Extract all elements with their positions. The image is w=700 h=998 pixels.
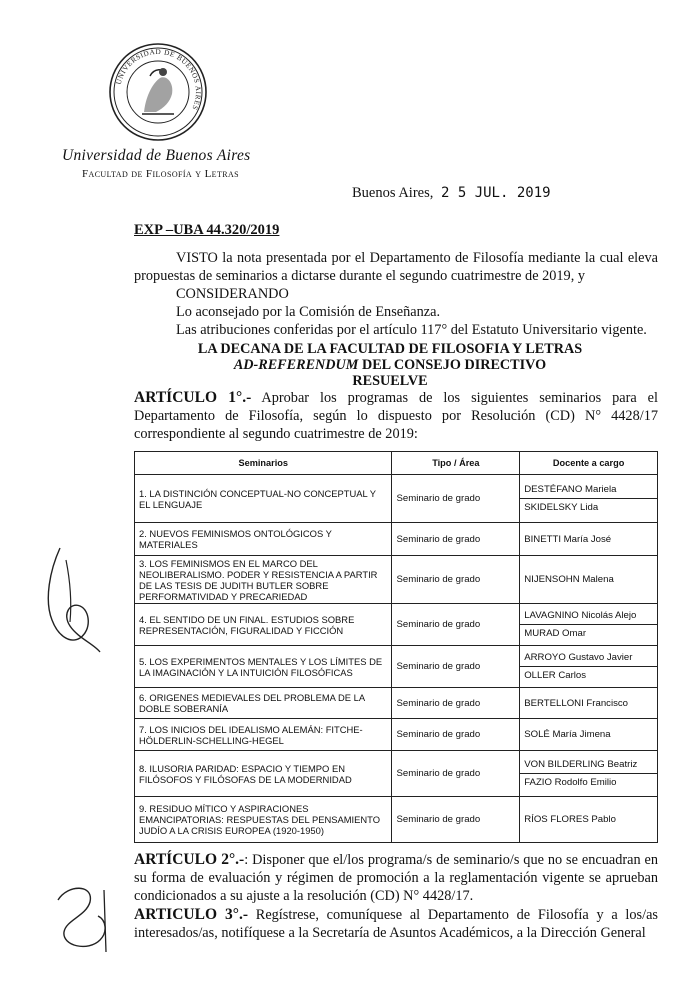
heading-line-2-rest: DEL CONSEJO DIRECTIVO [358, 357, 547, 373]
seminar-teachers [520, 523, 658, 556]
considerando-line-1: Lo aconsejado por la Comisión de Enseñanza. [176, 304, 441, 320]
table-row [135, 797, 658, 843]
teacher-name: BINETTI María José [524, 533, 612, 545]
articulo-3-label: ARTICULO 3°.- [134, 906, 249, 923]
seminar-teachers [520, 475, 658, 523]
teacher-name: SOLÉ María Jimena [524, 729, 611, 740]
seminar-teachers [520, 751, 658, 797]
heading-line-1: LA DECANA DE LA FACULTAD DE FILOSOFIA Y LETRAS [197, 341, 583, 357]
table-header-row [135, 452, 658, 475]
teacher-name: ARROYO Gustavo Javier [524, 652, 633, 663]
table-row [135, 475, 658, 523]
expediente-number: EXP –UBA 44.320/2019 [134, 222, 280, 238]
table-row [135, 719, 658, 751]
seminar-title: 2. NUEVOS FEMINISMOS ONTOLÓGICOS Y MATERIALES [135, 523, 392, 556]
visto-paragraph: VISTO la nota presentada por el Departamento de Filosofía mediante la cual eleva propuestas de seminarios a dictarse durante el segundo cuatrimestre de 2019, y [134, 250, 658, 284]
considerando-line-2: Las atribuciones conferidas por el artículo 117° del Estatuto Universitario vigente. [176, 322, 647, 338]
seminar-type: Seminario de grado [392, 688, 520, 719]
table-row [135, 523, 658, 556]
header-tipo: Tipo / Área [392, 452, 520, 475]
teacher-name: RÍOS FLORES Pablo [524, 814, 616, 825]
articulo-1-label: ARTÍCULO 1°.- [134, 389, 252, 406]
seminar-teachers [520, 556, 658, 604]
seminar-type: Seminario de grado [392, 751, 520, 797]
university-name: Universidad de Buenos Aires [62, 147, 251, 164]
articulo-1-text: Aprobar los programas de los siguientes seminarios para el Departamento de Filosofía, según lo dispuesto por Resolución (CD) N° 4428/17 correspondiente al segundo cuatrimestre de 2019: [134, 390, 659, 442]
articulo-1 [134, 389, 658, 443]
articulo-2 [134, 851, 658, 905]
table-row [135, 556, 658, 604]
header-docente: Docente a cargo [520, 452, 658, 475]
seminar-title: 3. LOS FEMINISMOS EN EL MARCO DEL NEOLIBERALISMO. PODER Y RESISTENCIA A PARTIR DE LAS TESIS DE JUDITH BUTLER SOBRE PERFORMATIVIDAD Y PRECARIEDAD [135, 556, 392, 604]
seminar-title: 8. ILUSORIA PARIDAD: ESPACIO Y TIEMPO EN FILÓSOFOS Y FILÓSOFAS DE LA MODERNIDAD [135, 751, 392, 797]
header-seminarios: Seminarios [135, 452, 392, 475]
seminar-type: Seminario de grado [392, 646, 520, 688]
margin-signature-icon [40, 540, 110, 660]
svg-text:UNIVERSIDAD DE BUENOS AIRES: UNIVERSIDAD DE BUENOS AIRES [114, 47, 203, 112]
table-row [135, 751, 658, 797]
seminar-title: 4. EL SENTIDO DE UN FINAL. ESTUDIOS SOBRE REPRESENTACIÓN, FIGURALIDAD Y FICCIÓN [135, 604, 392, 646]
table-row [135, 604, 658, 646]
seminar-teachers [520, 797, 658, 843]
university-seal [108, 42, 208, 142]
articulo-2-label: ARTÍCULO 2°.- [134, 851, 245, 868]
seminar-type: Seminario de grado [392, 604, 520, 646]
considerando-label: CONSIDERANDO [176, 286, 289, 302]
margin-initials-icon [48, 880, 118, 960]
table-row [135, 688, 658, 719]
articulo-3-text: Regístrese, comuníquese al Departamento de Filosofía y a los/as interesados/as, notifíquese a la Secretaría de Asuntos Académicos, a la Dirección General [134, 907, 658, 941]
teacher-name: NIJENSOHN Malena [524, 574, 614, 585]
teacher-name: FAZIO Rodolfo Emilio [520, 773, 657, 791]
heading-line-2 [140, 357, 640, 374]
teacher-name: OLLER Carlos [520, 666, 657, 684]
seminar-title: 7. LOS INICIOS DEL IDEALISMO ALEMÁN: FITCHE-HÖLDERLIN-SCHELLING-HEGEL [135, 719, 392, 751]
seminar-type: Seminario de grado [392, 523, 520, 556]
seminar-type: Seminario de grado [392, 719, 520, 751]
teacher-name: LAVAGNINO Nicolás Alejo [524, 610, 637, 621]
teacher-name: MURAD Omar [520, 624, 657, 642]
seminar-teachers [520, 646, 658, 688]
seminar-title: 6. ORIGENES MEDIEVALES DEL PROBLEMA DE LA DOBLE SOBERANÍA [135, 688, 392, 719]
seminar-teachers [520, 688, 658, 719]
seminar-type: Seminario de grado [392, 556, 520, 604]
seminar-title: 1. LA DISTINCIÓN CONCEPTUAL-NO CONCEPTUAL Y EL LENGUAJE [135, 475, 392, 523]
seminar-type: Seminario de grado [392, 475, 520, 523]
teacher-name: DESTÉFANO Mariela [524, 484, 617, 495]
seminar-title: 9. RESIDUO MÍTICO Y ASPIRACIONES EMANCIPATORIAS: RESPUESTAS DEL PENSAMIENTO JUDÍO A LA CRISIS EUROPEA (1920-1950) [135, 797, 392, 843]
table-row [135, 646, 658, 688]
articulo-3 [134, 906, 658, 942]
heading-resuelve: RESUELVE [352, 373, 428, 389]
seminar-title: 5. LOS EXPERIMENTOS MENTALES Y LOS LÍMITES DE LA IMAGINACIÓN Y LA INTUICIÓN FILOSÓFICAS [135, 646, 392, 688]
ad-referendum: AD-REFERENDUM [233, 357, 359, 373]
articulo-2-text: : Disponer que el/los programa/s de seminario/s que no se encuadran en su forma de evaluación y régimen de promoción a la reglamentación vigente se aprueban condicionados a su ajuste a la resolución (CD) N° 4428/17. [134, 852, 659, 904]
seminar-teachers [520, 604, 658, 646]
teacher-name: BERTELLONI Francisco [524, 697, 629, 709]
faculty-name: Facultad de Filosofía y Letras [82, 168, 240, 180]
date-stamp: 2 5 JUL. 2019 [440, 185, 551, 201]
teacher-name: VON BILDERLING Beatriz [524, 759, 638, 770]
seminar-teachers [520, 719, 658, 751]
seminars-table [134, 451, 658, 843]
teacher-name: SKIDELSKY Lida [520, 498, 657, 516]
seminar-type: Seminario de grado [392, 797, 520, 843]
place-date [352, 185, 551, 202]
place: Buenos Aires, [352, 185, 434, 201]
